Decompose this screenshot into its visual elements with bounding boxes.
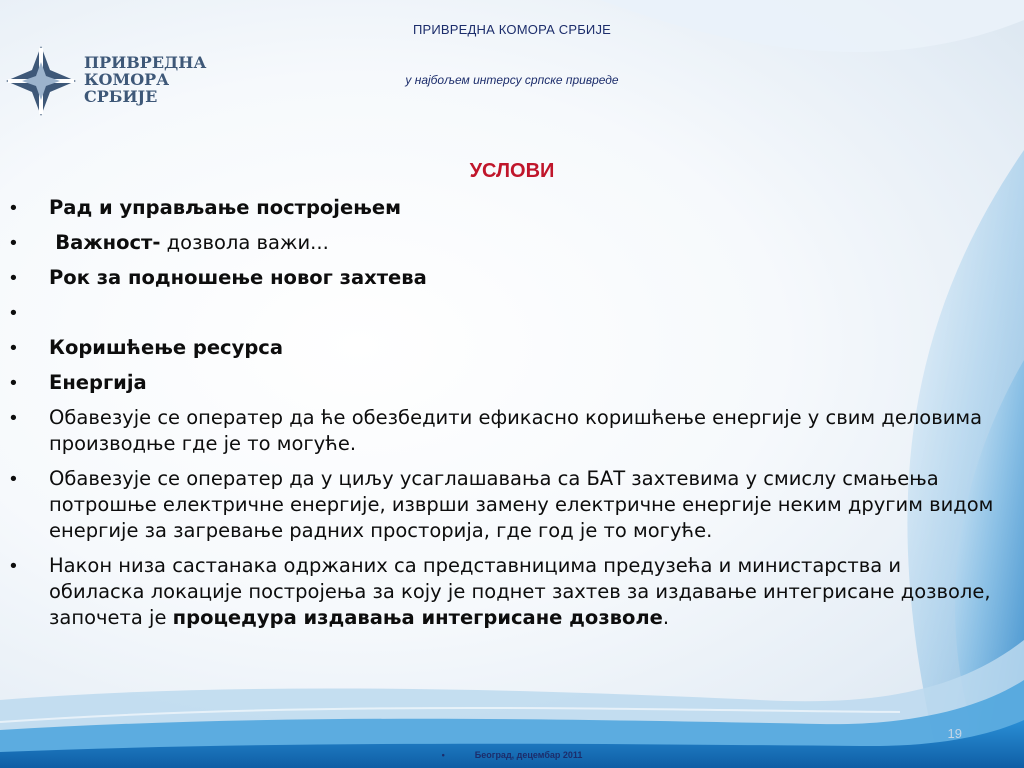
bullet-bold: Рок за подношење новог захтева (49, 266, 427, 289)
chamber-cross-logo-icon (4, 44, 78, 118)
bullet-item (0, 335, 1000, 361)
bullet-bold: Коришћење ресурса (49, 336, 283, 359)
bullet-bold: Енергија (49, 371, 147, 394)
motto: у најбољем интерсу српске привреде (405, 73, 619, 87)
bullet-item (0, 466, 1000, 544)
bullet-bold: Важност- (55, 231, 161, 254)
logo-wordmark (84, 54, 206, 105)
bullet-item (0, 370, 1000, 396)
bullet-item (0, 265, 1000, 291)
bullet-item (0, 195, 1000, 221)
bullet-item (0, 405, 1000, 457)
page-number: 19 (947, 726, 962, 741)
org-title: ПРИВРЕДНА КОМОРА СРБИЈЕ (412, 22, 612, 37)
bullet-text: дозвола важи... (160, 231, 329, 254)
section-title: УСЛОВИ (469, 160, 555, 182)
bullet-text: Обавезује се оператер да у циљу усаглашавања са БАТ захтевима у смислу смањења потрошње електричне енергије, изврши замену електричне енергије неким другим видом енергије за загревање радних просторија, где год је то могуће. (49, 467, 994, 542)
logo-line-1: ПРИВРЕДНА (84, 53, 207, 72)
footer-text: Београд, децембар 2011 (474, 750, 583, 760)
footer (0, 750, 1024, 760)
footer-bullet: • (441, 750, 445, 760)
bullet-bold: Рад и управљање постројењем (49, 196, 402, 219)
logo-line-3: СРБИЈЕ (84, 87, 158, 106)
logo-line-2: КОМОРА (84, 70, 170, 89)
bullet-item-empty (0, 300, 1000, 326)
bullet-item (0, 553, 1000, 631)
bullet-item (0, 230, 1000, 256)
bullet-bold: процедура издавања интегрисане дозволе (172, 606, 663, 629)
bullet-list (0, 195, 1000, 640)
bullet-tail: . (662, 606, 670, 629)
bullet-text: Након низа састанака одржаних са представницима предузећа и министарства и обиласка локације постројења за коју је поднет захтев за издавање интегрисане дозволе, започета је (49, 554, 991, 629)
bullet-text: Обавезује се оператер да ће обезбедити ефикасно коришћење енергије у свим деловима производње где је то могуће. (49, 406, 983, 455)
chamber-logo (4, 44, 214, 118)
